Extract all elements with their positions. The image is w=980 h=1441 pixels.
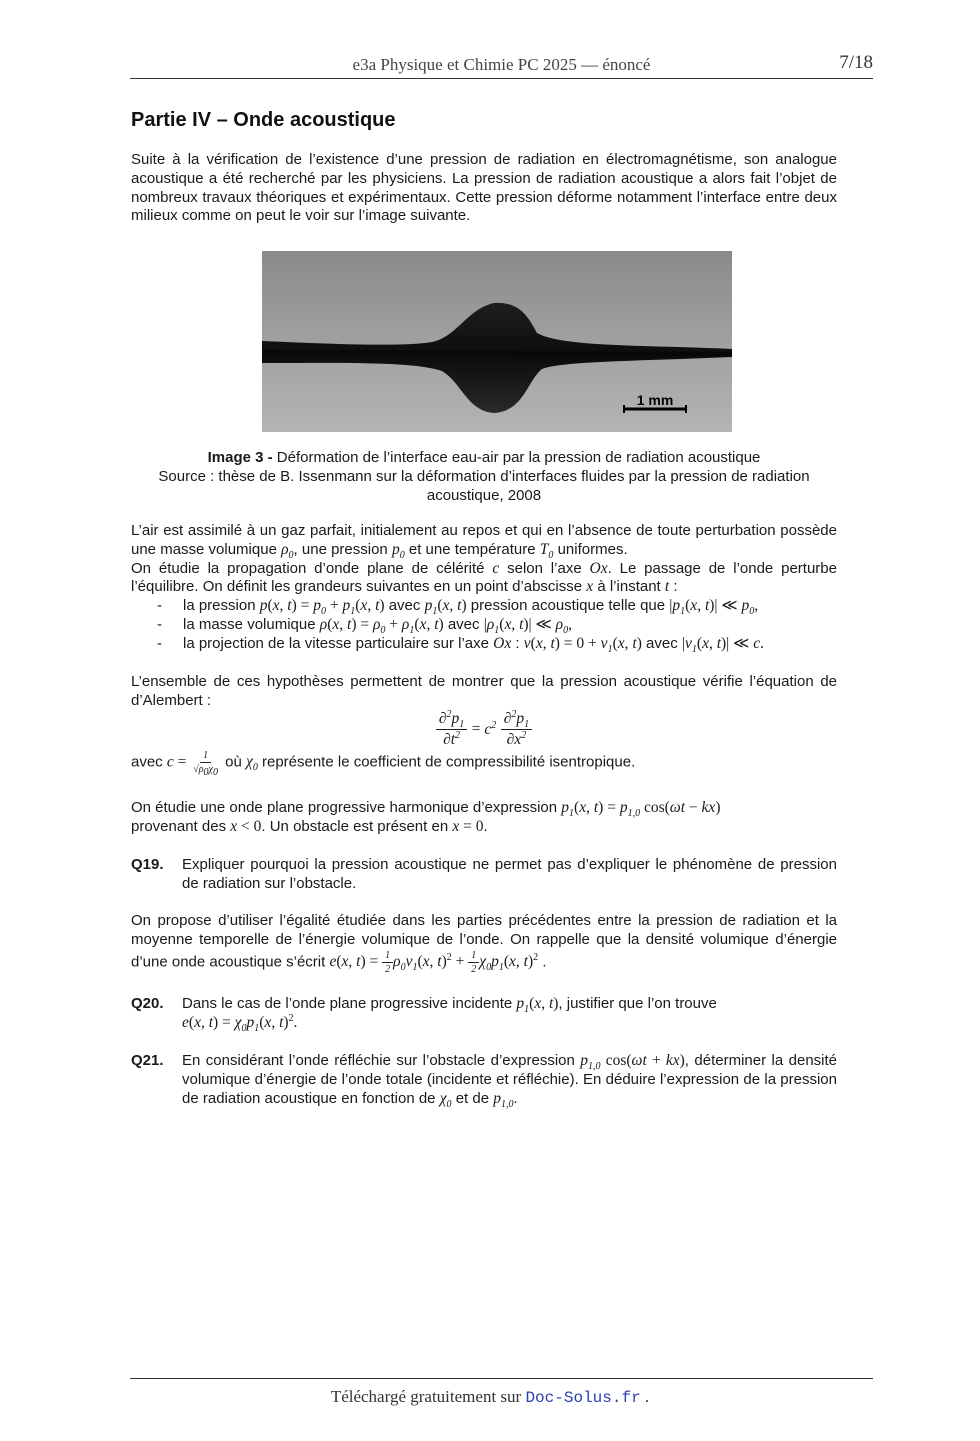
footer-end: .	[640, 1387, 650, 1406]
text: , déterminer la densité volumique d’énergie de l’onde totale (incidente et réfléchie). En déduire l’expression de la pression de radiation acoustique en fonction de	[182, 1052, 838, 1107]
question-text: Dans le cas de l’onde plane progressive incidente $p_1(x$, t), justifier que l’on trouve e(x, $t) = \chi_0p_1(x$, t)$^2$.	[182, 995, 717, 1034]
doc-solus-link[interactable]: Doc-Solus.fr	[525, 1389, 641, 1407]
dash: -	[157, 615, 162, 633]
text: .	[513, 1089, 518, 1107]
question-number: Q20.	[131, 995, 164, 1012]
text: . Le passage de l’onde perturbe l’équilibre. On définit les grandeurs suivantes en un point d’abscisse	[131, 559, 837, 596]
celerity-definition: avec c = $\frac{1}{√\rho_0\chi_0}$ où $\chi_0$ représente le coefficient de compressibilité isentropique.	[131, 750, 636, 778]
page-footer	[0, 1387, 980, 1407]
text: représente le coefficient de compressibilité isentropique.	[257, 753, 636, 771]
text: uniformes.	[553, 540, 628, 558]
text: avec	[384, 597, 425, 615]
dalembert-equation: $\frac{\partial^2p_1}{\partial t^2}$ = $c^2$ $\frac{\partial^2p_1}{\partial x^2}$	[131, 710, 837, 752]
question-text: Expliquer pourquoi la pression acoustique ne permet pas d’expliquer le phénomène de pression de radiation sur l’obstacle.	[182, 856, 837, 892]
caption-text: Déformation de l’interface eau-air par la pression de radiation acoustique	[272, 449, 761, 466]
text: On propose d’utiliser l’égalité étudiée dans les parties précédentes entre la pression de radiation et la moyenne temporelle de l’énergie volumique de l’onde. On rappelle que la densité volumique d’énergie d’une onde acoustique s’écrit	[131, 912, 837, 971]
plane-wave-paragraph: On étudie une onde plane progressive harmonique d’expression $p_1(x$, $t) = p_{1,0}$ cos(ωt − kx) provenant des x < 0. Un obstacle est présent en x = 0.	[131, 799, 721, 835]
caption-source: Source : thèse de B. Issenmann sur la déformation d’interfaces fluides par la pression de radiation acoustique, 2008	[158, 467, 810, 504]
energy-density-paragraph: On propose d’utiliser l’égalité étudiée dans les parties précédentes entre la pression de radiation et la moyenne temporelle de l’énergie volumique de l’onde. On rappelle que la densité volumique d’énergie d’une onde acoustique s’écrit e(x, t) = $\frac{1}{2}$ $\rho_0v_1(x$, t)$^2$ + $\frac{1}{2}$ $\chi_0p_1(x$, t)$^2$ .	[131, 912, 837, 975]
list-item: - la masse volumique ρ(x, $t) = \rho_0 + \rho_1(x$, t) avec $|\rho_1(x$, t)| ≪ $\rho_0$,	[157, 615, 572, 637]
text: En considérant l’onde réfléchie sur l’obstacle d’expression	[182, 1052, 581, 1069]
text: , une pression	[293, 540, 392, 558]
text: à l’instant	[593, 578, 665, 596]
text: On étudie une onde plane progressive harmonique d’expression	[131, 799, 562, 816]
question-21	[131, 1052, 837, 1108]
figure-caption	[131, 449, 837, 505]
text: la masse volumique	[183, 615, 320, 633]
question-number: Q21.	[131, 1052, 164, 1069]
question-20	[131, 995, 837, 1033]
scale-label: 1 mm	[636, 392, 674, 408]
list-item: - la projection de la vitesse particulaire sur l’axe Ox : v(x, $t) = 0 + v_1(x$, t) avec $|v_1(x$, t)| ≪ c.	[157, 634, 765, 655]
text: la pression	[183, 597, 260, 615]
text: et de	[451, 1089, 494, 1107]
text: où	[220, 753, 246, 771]
list-item: - la pression p(x, $t) = p_0 + p_1(x$, t) avec $p_1(x$, t) pression acoustique telle que $|p_1(x$, t)| ≪ $p_0$,	[157, 597, 759, 618]
interface-deformation-photo	[262, 251, 732, 432]
text: avec	[131, 753, 167, 771]
text: Dans le cas de l’onde plane progressive incidente	[182, 995, 517, 1012]
text: On étudie la propagation d’onde plane de célérité	[131, 559, 493, 577]
text: .	[538, 953, 547, 971]
footer-text: Téléchargé gratuitement sur	[330, 1387, 526, 1406]
text: L’air est assimilé à un gaz parfait, initialement au repos et qui en l’absence de toute perturbation possède une masse volumique	[131, 522, 837, 558]
question-19	[131, 856, 837, 894]
page-header	[130, 52, 873, 79]
question-text: En considérant l’onde réfléchie sur l’obstacle d’expression $p_{1,0}$ cos(ωt + kx), déterminer la densité volumique d’énergie de l’onde totale (incidente et réfléchie). En déduire l’expression de la pression de radiation acoustique en fonction de $\chi_0$ et de $p_{1,0}$.	[182, 1052, 838, 1110]
model-paragraph: L’air est assimilé à un gaz parfait, initialement au repos et qui en l’absence de toute perturbation possède une masse volumique $\rho_0$, une pression $p_0$ et une température $T_0$ uniformes. On étudie la propagation d’onde plane de célérité c selon l’axe Ox. Le passage de l’onde perturbe l’équilibre. On définit les grandeurs suivantes en un point d’abscisse x à l’instant t : - la pression p(x, $t) = p_0 + p_1(x$, t) avec $p_1(x$, t) pression acoustique telle que $|p_1(x$, t)| ≪ $p_0$, - la masse volumique ρ(x, $t) = \rho_0 + \rho_1(x$, t) avec $|\rho_1(x$, t)| ≪ $\rho_0$, - la projection de la vitesse particulaire sur l’axe Ox : v(x, $t) = 0 + v_1(x$, t) avec $|v_1(x$, t)| ≪ c.	[131, 522, 837, 655]
caption-label: Image 3 -	[207, 449, 273, 466]
header-title: e3a Physique et Chimie PC 2025 — énoncé	[352, 55, 651, 74]
text: :	[511, 634, 524, 652]
text: . Un obstacle est présent en	[261, 817, 453, 835]
text: avec	[443, 615, 484, 633]
intro-paragraph: Suite à la vérification de l’existence d’une pression de radiation en électromagnétisme, son analogue acoustique a été recherché par les physiciens. La pression de radiation acoustique a alors fait l’objet de nombreux travaux théoriques et expérimentaux. Cette pression déforme notamment l’interface entre deux milieux comme on peut le voir sur l’image suivante.	[131, 151, 837, 225]
text: la projection de la vitesse particulaire sur l’axe	[183, 634, 494, 652]
page-number: 7/18	[839, 52, 873, 73]
dash: -	[157, 634, 162, 652]
definitions-list	[131, 597, 837, 653]
text: , justifier que l’on trouve	[558, 995, 717, 1012]
text: .	[483, 817, 488, 835]
text: et une température	[404, 540, 540, 558]
text: selon l’axe	[499, 559, 590, 577]
footer-rule	[130, 1378, 873, 1379]
dash: -	[157, 597, 162, 615]
text: :	[669, 578, 678, 596]
text: provenant des	[131, 817, 231, 835]
text: avec	[641, 634, 682, 652]
text: pression acoustique telle que	[466, 597, 670, 615]
section-title: Partie IV – Onde acoustique	[131, 109, 396, 131]
question-number: Q19.	[131, 856, 164, 873]
dalembert-intro: L’ensemble de ces hypothèses permettent de montrer que la pression acoustique vérifie l’équation de d’Alembert :	[131, 673, 837, 709]
